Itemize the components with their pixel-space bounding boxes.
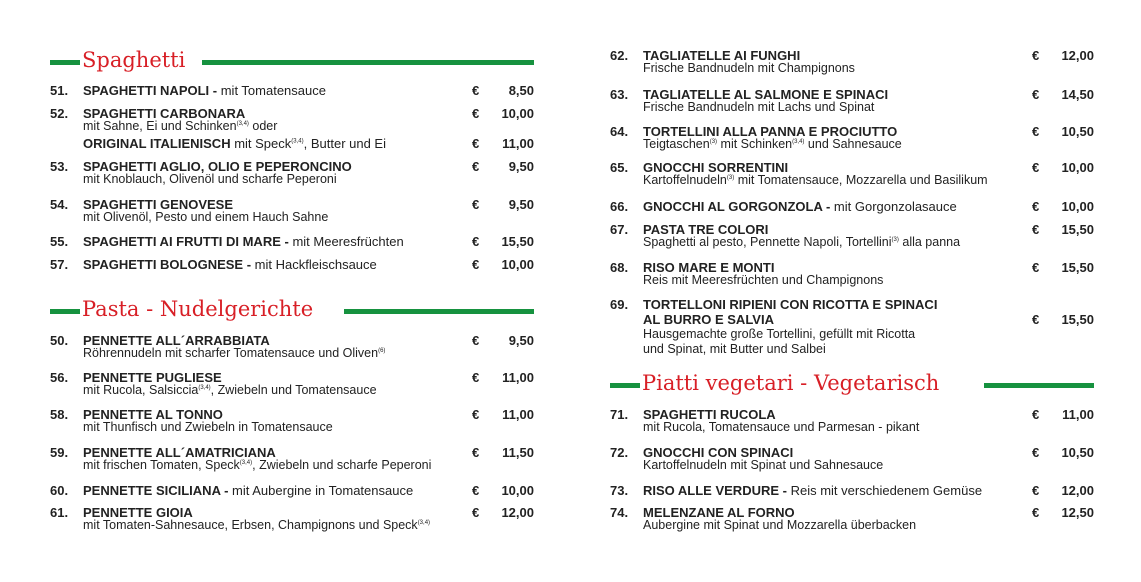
item-number: 51. (50, 83, 69, 98)
item-price: 10,50 (1061, 124, 1094, 139)
currency-symbol: € (1032, 260, 1040, 275)
section-title: Spaghetti (82, 48, 186, 72)
item-desc: mit Sahne, Ei und Schinken$^{(3,4)}$ oder (83, 119, 278, 133)
item-number: 56. (50, 370, 69, 385)
item-inline-desc: Reis mit verschiedenem Gemüse (786, 483, 983, 498)
currency-symbol: € (1032, 124, 1040, 139)
item-price: 12,50 (1061, 505, 1094, 520)
item-inline-desc: mit Speck$^{(3,4)}$, Butter und Ei (230, 136, 386, 151)
item-number: 66. (610, 199, 629, 214)
item-number: 67. (610, 222, 629, 237)
item-name: PENNETTE ALL´AMATRICIANA (83, 445, 276, 460)
currency-symbol: € (472, 234, 480, 249)
item-name: PENNETTE AL TONNO (83, 407, 223, 422)
section-title: Piatti vegetari - Vegetarisch (642, 371, 940, 395)
item-name: RISO ALLE VERDURE - Reis mit verschiedenem Gemüse (643, 483, 983, 498)
item-number: 69. (610, 297, 629, 312)
item-name: GNOCCHI CON SPINACI (643, 445, 794, 460)
item-number: 62. (610, 48, 629, 63)
item-desc: mit Thunfisch und Zwiebeln in Tomatensauce (83, 420, 333, 434)
item-desc: mit Olivenöl, Pesto und einem Hauch Sahne (83, 210, 329, 224)
item-inline-desc: mit Tomatensauce (217, 83, 326, 98)
item-desc: mit Tomaten-Sahnesauce, Erbsen, Champignons und Speck$^{(3,4)}$ (83, 518, 431, 532)
section-vegetarisch (610, 370, 1094, 396)
item-price: 15,50 (1061, 260, 1094, 275)
item-price: 12,00 (1061, 483, 1094, 498)
item-price: 11,00 (502, 407, 534, 422)
currency-symbol: € (472, 407, 480, 422)
item-inline-desc: mit Hackfleischsauce (251, 257, 377, 272)
item-price: 10,00 (501, 257, 534, 272)
item-name: TORTELLONI RIPIENI CON RICOTTA E SPINACI (643, 297, 938, 312)
item-number: 60. (50, 483, 69, 498)
item-desc: mit Knoblauch, Olivenöl und scharfe Peperoni (83, 172, 337, 186)
item-desc: Teigtaschen$^{(3)}$ mit Schinken$^{(3,4)}$ und Sahnesauce (643, 137, 902, 151)
item-name: TORTELLINI ALLA PANNA E PROCIUTTO (643, 124, 898, 139)
currency-symbol: € (472, 370, 480, 385)
currency-symbol: € (1032, 505, 1040, 520)
currency-symbol: € (1032, 48, 1040, 63)
item-number: 52. (50, 106, 69, 121)
item-name: SPAGHETTI AI FRUTTI DI MARE - mit Meeresfrüchten (83, 234, 404, 249)
item-number: 57. (50, 257, 69, 272)
item-desc: Kartoffelnudeln$^{(3)}$ mit Tomatensauce, Mozzarella und Basilikum (643, 173, 988, 187)
green-bar-left (50, 309, 80, 314)
item-name: PENNETTE PUGLIESE (83, 370, 222, 385)
item-number: 59. (50, 445, 69, 460)
item-name: TAGLIATELLE AL SALMONE E SPINACI (643, 87, 889, 102)
currency-symbol: € (1032, 407, 1040, 422)
currency-symbol: € (472, 445, 480, 460)
currency-symbol: € (472, 333, 480, 348)
currency-symbol: € (472, 257, 480, 272)
currency-symbol: € (472, 159, 480, 174)
section-pasta (50, 296, 534, 322)
item-price: 10,50 (1061, 445, 1094, 460)
item-desc: Kartoffelnudeln mit Spinat und Sahnesauce (643, 458, 884, 472)
item-name: PENNETTE SICILIANA - mit Aubergine in Tomatensauce (83, 483, 414, 498)
item-number: 58. (50, 407, 69, 422)
currency-symbol: € (1032, 445, 1040, 460)
item-price: 10,00 (501, 106, 534, 121)
item-name: PASTA TRE COLORI (643, 222, 769, 237)
item-name: SPAGHETTI NAPOLI - mit Tomatensauce (83, 83, 326, 98)
item-price: 8,50 (508, 83, 534, 98)
section-spaghetti (50, 47, 534, 73)
item-inline-desc: mit Gorgonzolasauce (830, 199, 957, 214)
item-price: 9,50 (508, 159, 534, 174)
currency-symbol: € (472, 136, 480, 151)
item-desc: Röhrennudeln mit scharfer Tomatensauce und Oliven$^{(6)}$ (83, 346, 386, 360)
item-price: 15,50 (1061, 222, 1094, 237)
item-number: 55. (50, 234, 69, 249)
item-number: 74. (610, 505, 629, 520)
item-inline-desc: mit Meeresfrüchten (288, 234, 404, 249)
currency-symbol: € (1032, 483, 1040, 498)
green-bar-right (202, 60, 534, 65)
item-name: PENNETTE GIOIA (83, 505, 193, 520)
green-bar-right (344, 309, 534, 314)
currency-symbol: € (472, 83, 480, 98)
currency-symbol: € (472, 505, 480, 520)
item-desc: mit Rucola, Tomatensauce und Parmesan - pikant (643, 420, 920, 434)
item-name: MELENZANE AL FORNO (643, 505, 795, 520)
item-name: GNOCCHI SORRENTINI (643, 160, 789, 175)
item-name-line2: AL BURRO E SALVIA (643, 312, 774, 327)
item-price: 10,00 (1061, 160, 1094, 175)
item-price: 11,50 (502, 445, 534, 460)
currency-symbol: € (472, 106, 480, 121)
item-price: 15,50 (501, 234, 534, 249)
item-number: 68. (610, 260, 629, 275)
item-number: 54. (50, 197, 69, 212)
item-desc: Frische Bandnudeln mit Lachs und Spinat (643, 100, 875, 114)
currency-symbol: € (1032, 87, 1040, 102)
currency-symbol: € (1032, 312, 1040, 327)
item-name: TAGLIATELLE AI FUNGHI (643, 48, 801, 63)
item-number: 72. (610, 445, 629, 460)
item-desc: Spaghetti al pesto, Pennette Napoli, Tortellini$^{(3)}$ alla panna (643, 235, 961, 249)
item-desc-line2: und Spinat, mit Butter und Salbei (643, 342, 826, 356)
item-price: 11,00 (502, 370, 534, 385)
item-desc: mit frischen Tomaten, Speck$^{(3,4)}$, Zwiebeln und scharfe Peperoni (83, 458, 432, 472)
green-bar-left (50, 60, 80, 65)
item-price: 10,00 (1061, 199, 1094, 214)
item-desc: Reis mit Meeresfrüchten und Champignons (643, 273, 884, 287)
item-number: 65. (610, 160, 629, 175)
item-number: 64. (610, 124, 629, 139)
section-title: Pasta - Nudelgerichte (82, 297, 314, 321)
green-bar-left (610, 383, 640, 388)
item-number: 71. (610, 407, 629, 422)
item-price: 10,00 (501, 483, 534, 498)
item-name: SPAGHETTI RUCOLA (643, 407, 776, 422)
currency-symbol: € (472, 197, 480, 212)
item-price: 11,00 (1062, 407, 1094, 422)
item-number: 50. (50, 333, 69, 348)
item-name: SPAGHETTI GENOVESE (83, 197, 234, 212)
currency-symbol: € (472, 483, 480, 498)
currency-symbol: € (1032, 199, 1040, 214)
item-price: 9,50 (508, 333, 534, 348)
item-price: 12,00 (1061, 48, 1094, 63)
item-number: 63. (610, 87, 629, 102)
item-name: RISO MARE E MONTI (643, 260, 775, 275)
menu-item (610, 298, 1094, 358)
item-price: 12,00 (501, 505, 534, 520)
item-price: 9,50 (508, 197, 534, 212)
item-price: 11,00 (502, 136, 534, 151)
item-name: ORIGINAL ITALIENISCH mit Speck$^{(3,4)}$, Butter und Ei (83, 136, 386, 151)
item-desc: mit Rucola, Salsiccia$^{(3,4)}$, Zwiebeln und Tomatensauce (83, 383, 377, 397)
item-price: 14,50 (1061, 87, 1094, 102)
item-number: 53. (50, 159, 69, 174)
item-desc: Hausgemachte große Tortellini, gefüllt mit Ricotta (643, 327, 916, 341)
item-name: SPAGHETTI AGLIO, OLIO E PEPERONCINO (83, 159, 352, 174)
item-name: SPAGHETTI CARBONARA (83, 106, 246, 121)
item-desc: Frische Bandnudeln mit Champignons (643, 61, 855, 75)
item-inline-desc: mit Aubergine in Tomatensauce (228, 483, 414, 498)
currency-symbol: € (1032, 160, 1040, 175)
item-name: SPAGHETTI BOLOGNESE - mit Hackfleischsauce (83, 257, 377, 272)
item-number: 73. (610, 483, 629, 498)
item-number: 61. (50, 505, 69, 520)
item-price: 15,50 (1061, 312, 1094, 327)
currency-symbol: € (1032, 222, 1040, 237)
item-name: PENNETTE ALL´ARRABBIATA (83, 333, 270, 348)
green-bar-right (984, 383, 1094, 388)
item-desc: Aubergine mit Spinat und Mozzarella überbacken (643, 518, 917, 532)
item-name: GNOCCHI AL GORGONZOLA - mit Gorgonzolasauce (643, 199, 957, 214)
